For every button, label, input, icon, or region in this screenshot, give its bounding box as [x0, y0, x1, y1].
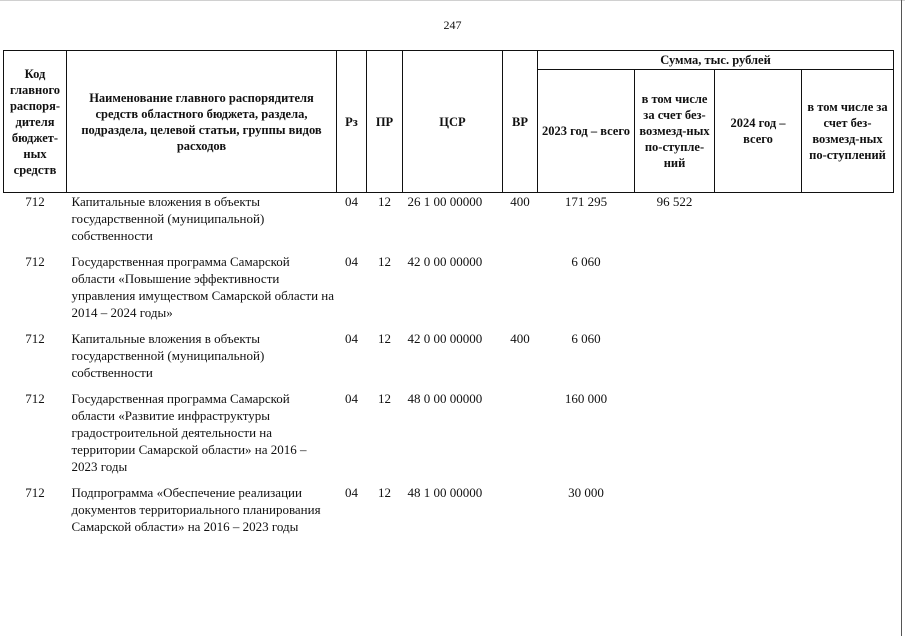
table-row — [4, 330, 894, 390]
cell-pr: 12 — [378, 485, 391, 500]
table-row — [4, 253, 894, 330]
cell-csr: 26 1 00 00000 — [407, 194, 483, 209]
header-rz: Рз — [337, 51, 367, 193]
cell-2024-free — [802, 330, 894, 390]
cell-2024-total — [715, 193, 802, 254]
cell-2023-total: 171 295 — [564, 194, 608, 209]
header-pr: ПР — [367, 51, 403, 193]
cell-2023-total: 30 000 — [568, 485, 604, 500]
cell-pr: 12 — [378, 254, 391, 269]
cell-vr — [503, 390, 538, 484]
cell-2024-total — [715, 484, 802, 535]
cell-csr: 48 0 00 00000 — [407, 391, 483, 406]
cell-2023-free: 96 522 — [656, 194, 693, 209]
cell-2023-free — [635, 484, 715, 535]
cell-name: Подпрограмма «Обеспечение реализации документов территориального планирования Самарской области» на 2016 – 2023 годы — [71, 485, 321, 534]
table-row — [4, 193, 894, 254]
header-code: Код главного распоря-дителя бюджет-ных средств — [4, 51, 67, 193]
header-name: Наименование главного распорядителя средств областного бюджета, раздела, подраздела, целевой статьи, группы видов расходов — [67, 51, 337, 193]
page-right-edge — [901, 0, 902, 636]
cell-name: Государственная программа Самарской области «Развитие инфраструктуры градостроительной деятельности на территории Самарской области» на 2016 – 2023 годы — [71, 391, 307, 474]
cell-csr: 42 0 00 00000 — [407, 254, 483, 269]
cell-pr: 12 — [378, 331, 391, 346]
cell-rz: 04 — [345, 331, 358, 346]
cell-2023-total: 6 060 — [571, 254, 601, 269]
cell-rz: 04 — [345, 254, 358, 269]
cell-vr: 400 — [510, 194, 530, 209]
table-row — [4, 390, 894, 484]
cell-pr: 12 — [378, 194, 391, 209]
header-2023-total: 2023 год – всего — [538, 70, 635, 193]
cell-code: 712 — [25, 485, 45, 500]
cell-name: Капитальные вложения в объекты государственной (муниципальной) собственности — [71, 331, 265, 380]
cell-2024-free — [802, 484, 894, 535]
cell-2024-total — [715, 390, 802, 484]
cell-code: 712 — [25, 254, 45, 269]
table-body — [4, 193, 894, 536]
cell-csr: 48 1 00 00000 — [407, 485, 483, 500]
header-csr: ЦСР — [403, 51, 503, 193]
cell-2023-free — [635, 390, 715, 484]
cell-name: Государственная программа Самарской области «Повышение эффективности управления имуществом Самарской области на 2014 – 2024 годы» — [71, 254, 335, 320]
cell-2024-free — [802, 390, 894, 484]
cell-2024-free — [802, 253, 894, 330]
cell-vr — [503, 484, 538, 535]
table-header — [4, 51, 894, 193]
cell-2023-free — [635, 330, 715, 390]
cell-code: 712 — [25, 331, 45, 346]
page-number: 247 — [443, 18, 462, 32]
cell-2023-total: 160 000 — [564, 391, 608, 406]
cell-rz: 04 — [345, 485, 358, 500]
cell-vr — [503, 253, 538, 330]
budget-table — [3, 50, 894, 535]
cell-code: 712 — [25, 391, 45, 406]
cell-pr: 12 — [378, 391, 391, 406]
cell-rz: 04 — [345, 194, 358, 209]
cell-rz: 04 — [345, 391, 358, 406]
header-vr: ВР — [503, 51, 538, 193]
cell-code: 712 — [25, 194, 45, 209]
header-2024-total: 2024 год – всего — [715, 70, 802, 193]
page-top-edge — [0, 0, 905, 1]
cell-csr: 42 0 00 00000 — [407, 331, 483, 346]
header-sum-group: Сумма, тыс. рублей — [538, 51, 894, 70]
cell-2024-total — [715, 253, 802, 330]
cell-vr: 400 — [510, 331, 530, 346]
cell-2024-total — [715, 330, 802, 390]
cell-name: Капитальные вложения в объекты государственной (муниципальной) собственности — [71, 194, 265, 243]
header-2024-free: в том числе за счет без-возмезд-ных по-ступлений — [802, 70, 894, 193]
cell-2023-total: 6 060 — [571, 331, 601, 346]
cell-2023-free — [635, 253, 715, 330]
header-2023-free: в том числе за счет без-возмезд-ных по-ступле-ний — [635, 70, 715, 193]
cell-2024-free — [802, 193, 894, 254]
table-row — [4, 484, 894, 535]
